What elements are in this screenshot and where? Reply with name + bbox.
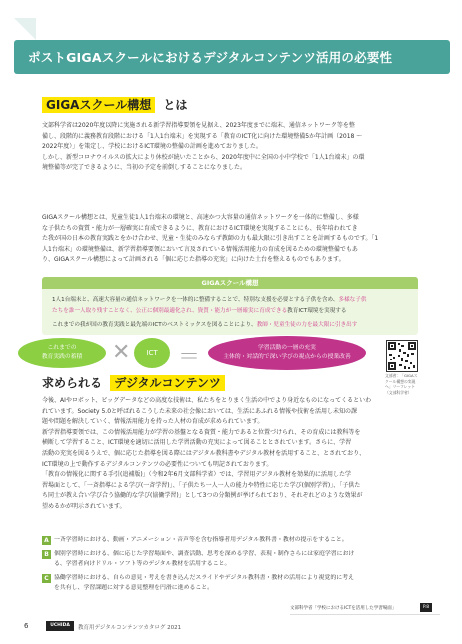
text-line: 活動の充実を図るうえで、個に応じた指導を図る際にはデジタル教科書やデジタル教材を活用すること、とされており、 [42,449,366,457]
text-line: 境整備等が完了できるように、当初の予定を前倒しすることになりました。 [42,164,247,172]
text-line: GIGAスクール構想とは、児童生徒1人1台端末の環境と、高速かつ大容量の通信ネットワークを一体的に整備し、多様 [42,214,359,221]
giga-summary-box [42,277,418,335]
legend-text: 個別学習時における、個に応じた学習場面や、調査活動、思考を深める学習、表現・制作さらには家庭学習におけ [54,551,355,557]
summary-highlight: 教師・児童生徒の力を最大限に引き出す [256,322,358,328]
text-line: ICT環境の上で動作するデジタルコンテンツの必要性についても明記されております。 [42,460,273,468]
qr-caption-line: クール構想の実現 [385,378,416,384]
ellipse-ict-label: ICT [146,348,158,357]
section2-heading [42,374,225,391]
text-line: しかし、新型コロナウイルスの拡大により休校が続いたことから、2020年度中に全国の小中学校で「1人1台端末」の環 [42,153,365,161]
brand-logo: UCHIDA [46,621,74,631]
banner [14,40,450,74]
text-line: ち同士が教え合い学び合う協働的な学び(協働学習)」として3つの分類例が挙げられており、それぞれどのような効果が [42,492,363,500]
footer-source-page: P.8 [420,603,432,612]
ellipse-ict [134,338,170,368]
text-line: 題や問題を解決していく、情報活用能力を持った人材の育成が求められています。 [42,418,264,426]
text-line: た我が国の日本の教育実践とをかけ合わせ、児童・生徒のみならず教師の力も最大限に引き出すことを計画するものです。「1 [42,235,379,243]
section2-heading-prefix: 求められる [42,376,103,390]
times-symbol: ✕ [112,340,131,365]
catalog-title: 教育用デジタルコンテンツカタログ 2021 [78,625,182,631]
qr-caption [385,373,425,395]
text-line: 人1台端末」の環境整備は、新学習指導要領において言及されている情報活用能力の育成を図るための環境整備でもあ [42,245,358,253]
legend-text-cont: を共有し、学習課題に対する意見整理を円滑に進めること。 [54,585,214,591]
text-line: 「教育の情報化に関する手引(追補版)」（令和2年6月文部科学省）では、学習用デジタル教材を効果的に活用した学 [42,471,351,479]
banner-accent [14,18,36,40]
badge-c: C [42,574,51,583]
summary-text: 教育ICT環境を実現する [287,308,347,314]
legend-item-c [42,573,427,593]
giga-summary-title: GIGAスクール構想 [42,277,418,289]
legend-item-a [42,535,427,545]
summary-line-3 [52,320,357,328]
section1-heading-suffix: とは [163,98,188,112]
ellipse-practice [18,338,106,368]
legend-text: 協働学習時における、自らの意見・考えを書き込んだスライドやデジタル教科書・教材の活用により視覚的に考え [54,575,354,581]
ellipse-result [208,336,366,370]
summary-text: これまでの我が国の教育実践と最先端のICTのベストミックスを図ることにより、 [52,322,257,328]
text-line: 横断して学習すること、ICT環境を適切に活用した学習活動の充実によって図ることとされています。さらに、学習 [42,439,352,447]
section2-heading-main: デジタルコンテンツ [110,375,225,391]
badge-b: B [42,550,51,559]
qr-caption-line: へ」リーフレット [385,384,415,389]
ellipse-result-line1: 学習活動の一層の充実 [258,345,316,351]
banner-title: ポストGIGAスクールにおけるデジタルコンテンツ活用の必要性 [28,50,393,65]
summary-text: 1人1台端末と、高速大容量の通信ネットワークを一体的に整備することで、特別な支援を必要とする子供を含め、 [52,297,339,303]
summary-highlight: 多様な子供 [338,297,367,303]
summary-line-1 [52,295,366,303]
section2-paragraph [42,396,427,513]
text-line: 2022年度）」を策定し、学校におけるICT環境の整備の計画を進めておりました。 [42,143,262,151]
text-line: 習場面として、「一斉指導による学び(一斉学習)」、「子供たち一人一人の能力や特性に応じた学び(個別学習)」、「子供た [42,481,361,489]
text-line: り、GIGAスクール構想によって計画される「個に応じた指導の充実」に向けた土台を整えるものでもあります。 [42,256,345,264]
text-line: 文部科学省は2020年度以降に実施される新学習指導要領を見据え、2023年度までに端末、通信ネットワーク等を整 [42,122,355,129]
equals-symbol: ＝ [178,345,201,370]
section1-heading [42,96,187,113]
ellipse-result-line2: 主体的・対話的で深い学びの視点からの授業改善 [223,354,351,360]
footer-divider [290,614,440,615]
qr-code[interactable] [386,340,418,372]
qr-caption-line: 文部省：「GIGAス [385,373,418,378]
legend-text-cont: る、学習者向けドリル・ソフト等のデジタル教材を活用すること。 [54,561,231,567]
text-line: 備し、段階的に義務教育段階における「1人1台端末」を実現する「教育のICT化に向けた環境整備5か年計画（2018 〜 [42,132,363,140]
page-number: 6 [24,622,29,630]
badge-a: A [42,536,51,545]
ellipse-practice-line2: 教育実践の蓄積 [41,354,83,360]
legend-item-b [42,549,427,569]
summary-line-2 [52,306,347,314]
text-line: 今後、AIやロボット、ビッグデータなどの高度な技術は、私たちをとりまく生活の中でより身近なものになってくるといわ [42,397,372,404]
ellipse-practice-line1: これまでの [47,345,77,351]
text-line: 望めるかが明示されています。 [42,502,126,510]
qr-code-icon [387,341,417,371]
section1-paragraph1 [42,121,427,174]
section1-heading-main: GIGAスクール構想 [42,97,155,113]
qr-caption-line: （文部科学省） [385,389,412,395]
text-line: れています。Society 5.0と呼ばれるこうした未来の社会像においては、生活にあふれる情報や技術を活用し未知の課 [42,407,358,415]
legend-text: 一斉学習時における、動画・アニメーション・音声等を含む指導者用デジタル教科書・教材の提示をすること。 [54,537,348,543]
footer-source: 文部科学省「学校におけるICTを活用した学習場面」 [290,606,397,611]
text-line: な子供たちの資質・能力が一層確実に育成できるように、教育におけるICT環境を実現することにも、長年培われてき [42,224,358,232]
section1-paragraph2 [42,213,427,266]
summary-highlight: たちを誰一人取り残すことなく、公正に個別最適化され、資質・能力が一層確実に育成できる [52,308,288,314]
text-line: 新学習指導要領では、この情報活用能力が学習の基盤となる資質・能力であると位置づけられ、その育成には教科等を [42,428,361,436]
